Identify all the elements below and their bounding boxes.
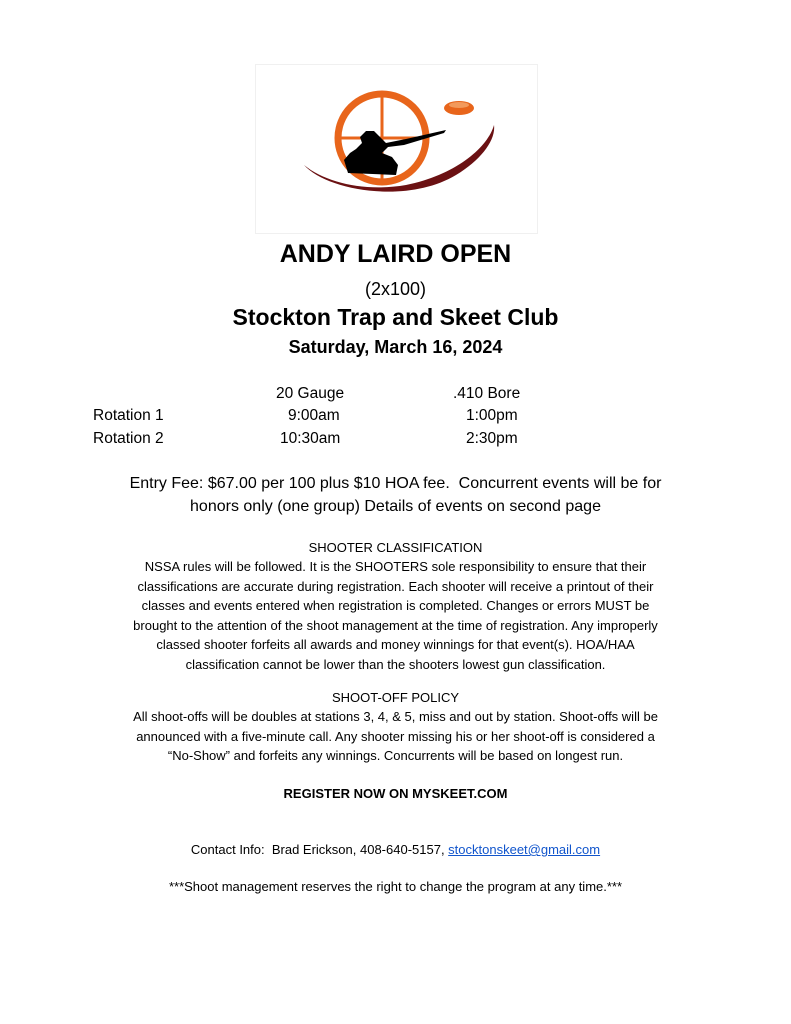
contact-prefix: Contact Info: Brad Erickson, 408-640-5157, [190, 842, 449, 857]
register-callout: REGISTER NOW ON MYSKEET.COM [283, 786, 508, 801]
classification-line: classification cannot be lower than the shooters lowest gun classification. [185, 656, 606, 672]
entry-fee-info [0, 472, 791, 518]
shootoff-line: All shoot-offs will be doubles at stations 3, 4, & 5, miss and out by station. Shoot-offs will be [133, 709, 658, 724]
club-name: Stockton Trap and Skeet Club [232, 304, 559, 330]
contact-info [0, 842, 791, 857]
entry-fee-line-2: honors only (one group) Details of events on second page [190, 498, 601, 515]
shootoff-line: announced with a five-minute call. Any shooter missing his or her shoot-off is considered a [136, 728, 655, 744]
disclaimer: ***Shoot management reserves the right to change the program at any time.*** [168, 879, 623, 894]
rotation-1-20-gauge-time: 9:00am [288, 407, 340, 424]
column-header-20-gauge: 20 Gauge [276, 385, 345, 402]
contact-email-link[interactable]: stocktonskeet@gmail.com [448, 842, 601, 857]
classification-line: NSSA rules will be followed. It is the SHOOTERS sole responsibility to ensure that their [144, 559, 647, 574]
shootoff-heading: SHOOT-OFF POLICY [331, 690, 460, 705]
clay-target-top [449, 102, 469, 108]
rotation-1-410-bore-time: 1:00pm [466, 407, 518, 424]
column-header-410-bore: .410 Bore [453, 385, 521, 402]
row-label-rotation-2: Rotation 2 [93, 430, 164, 447]
event-title: ANDY LAIRD OPEN [279, 240, 512, 268]
row-label-rotation-1: Rotation 1 [93, 407, 164, 424]
club-logo [255, 64, 538, 234]
rotation-2-20-gauge-time: 10:30am [280, 430, 341, 447]
classification-line: classifications are accurate during registration. Each shooter will receive a printout of their [137, 578, 654, 594]
classification-line: brought to the attention of the shoot management at the time of registration. Any improperly [133, 617, 658, 633]
event-format: (2x100) [364, 279, 427, 299]
entry-fee-line-1: Entry Fee: $67.00 per 100 plus $10 HOA fee. Concurrent events will be for [129, 475, 662, 492]
shooter-logo-icon [256, 65, 537, 233]
shootoff-text [0, 707, 791, 766]
event-date: Saturday, March 16, 2024 [288, 337, 503, 357]
shootoff-line: “No-Show” and forfeits any winnings. Concurrents will be based on longest run. [167, 748, 624, 763]
rotation-2-410-bore-time: 2:30pm [466, 430, 518, 447]
classification-line: classes and events entered when registration is completed. Changes or errors MUST be [141, 598, 650, 613]
classification-text [0, 557, 791, 674]
classification-heading: SHOOTER CLASSIFICATION [308, 540, 483, 555]
classification-line: classed shooter forfeits all awards and money winnings for that event(s). HOA/HAA [156, 637, 635, 652]
